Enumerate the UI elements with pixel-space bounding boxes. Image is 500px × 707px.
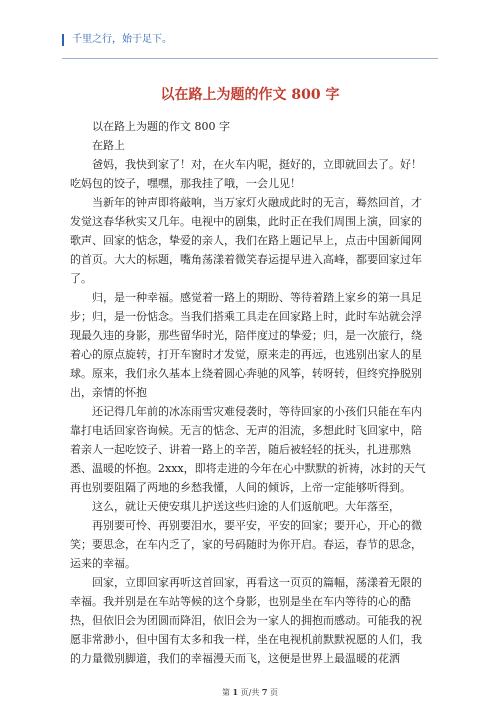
total-pages: 7 bbox=[261, 687, 268, 697]
page-footer bbox=[0, 687, 500, 698]
paragraph: 在路上 bbox=[92, 139, 125, 152]
footer-suffix: 页 bbox=[270, 688, 279, 697]
header-rule bbox=[62, 58, 438, 59]
paragraph: 以在路上为题的作文 800 字 bbox=[92, 120, 230, 133]
paragraph: 当新年的钟声即将敲响，当万家灯火融成此时的无言，蓦然回首，才发觉这春华秋实又几年。电视中的剧集，此时正在我们周围上演，回家的歌声、回家的惦念，挚爱的亲人，我们在路上题记早上，点击中国新闻网的首页。大大的标题，嘴角荡漾着微笑春运提早进入高峰，都要回家过年了。 bbox=[70, 196, 422, 285]
paragraph: 爸妈，我快到家了！对，在火车内呢，挺好的，立即就回去了。好！吃妈包的饺子，嘿嘿，那我挂了哦，一会儿见！ bbox=[70, 158, 422, 190]
page-header: 千里之行，始于足下。 bbox=[62, 34, 172, 46]
paragraph: 再别要可怜、再别要泪水，要平安，平安的回家；要开心，开心的微笑；要思念，在车内乏了，家的号码随时为你开启。春运，春节的思念，运来的幸福。 bbox=[70, 519, 422, 570]
paragraph: 回家，立即回家再听这首回家，再看这一页页的篇幅，荡漾着无限的幸福。我并别是在车站等候的这个身影，也别是坐在车内等待的心的酷热，但依旧会为团圆而降泪，依旧会为一家人的拥抱而感动。可能我的祝愿非常渺小，但中国有太多和我一样，坐在电视机前默默祝愿的人们，我的力量微别脚道，我们的幸福漫天而飞，这便是世界上最温暖的花洒 bbox=[70, 576, 422, 665]
current-page-number: 1 bbox=[232, 687, 239, 697]
paragraph: 还记得几年前的冰冻雨雪灾难侵袭时，等待回家的小孩们只能在车内靠打电话回家咨询候。无言的惦念、无声的泪流，多想此时飞回家中，陪着亲人一起吃饺子、讲着一路上的辛苦，随后被轻轻的抚头，扎进那熟悉、温暖的怀抱。2xxx，即将走进的今年在心中默默的祈祷，冰封的天气再也别要阻隔了两地的乡愁我懂，人间的倾诉，上帝一定能够听得到。 bbox=[70, 405, 426, 494]
document-body bbox=[70, 117, 428, 668]
paragraph: 归，是一种幸福。感觉着一路上的期盼、等待着踏上家乡的第一具足步；归，是一份惦念。当我们搭乘工具走在回家路上时，此时车站就会浮现最久违的身影，那些留华时光，陪伴度过的挚爱；归，是一次旅行，绕着心的原点旋转，打开车窗时才发觉，原来走的再远，也逃别出家人的星球。原来，我们永久基本上绕着圆心奔驰的风筝，转呀转，但终究挣脱别出，亲情的怀抱 bbox=[70, 291, 422, 399]
footer-prefix: 第 bbox=[221, 688, 230, 697]
document-title: 以在路上为题的作文 800 字 bbox=[160, 87, 340, 103]
footer-mid: 页/共 bbox=[240, 688, 260, 697]
paragraph: 这么，就让天使安琪儿护送这些归途的人们返航吧。大年落至， bbox=[92, 500, 400, 513]
